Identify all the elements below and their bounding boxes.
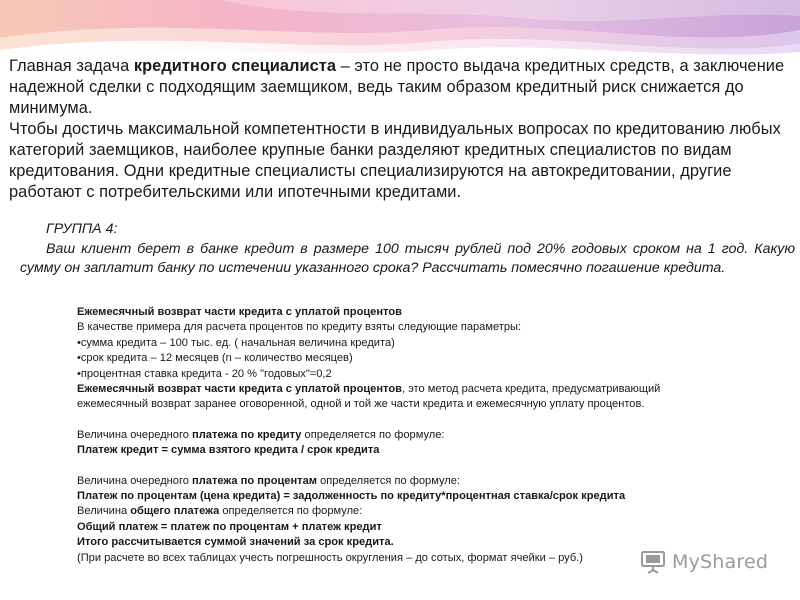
task-block: [20, 220, 795, 279]
myshared-logo: [640, 547, 768, 577]
intro-paragraph-2: Чтобы достичь максимальной компетентности в индивидуальных вопросах по кредитованию любых категорий заемщиков, наиболее крупные банки разделяют кредитных специалистов по видам кредитования. Одни кредитные специалисты специализируются на автокредитовании, другие работают с потребительскими или ипотечными кредитами.: [9, 120, 781, 201]
intro-p1-end: – это не просто выдача кредитных средств, а заключение надежной сделки с подходящим заемщиком, ведь таким образом кредитный риск снижается до минимума.: [9, 57, 785, 117]
rules-title-text: Ежемесячный возврат части кредита с уплатой процентов: [77, 306, 402, 318]
rules-param-rate: •процентная ставка кредита - 20 % "годовых"=0,2: [77, 367, 332, 380]
task-group-title: ГРУППА 4:: [46, 221, 118, 237]
rules-definition-bold: Ежемесячный возврат части кредита с уплатой процентов: [77, 383, 402, 396]
intro-p1-start: Главная задача: [9, 57, 134, 75]
rules-total-sum-text: Итого рассчитывается суммой значений за срок кредита.: [77, 536, 394, 549]
rules-interest-pre: Величина очередного: [77, 474, 193, 487]
rules-note: (При расчете во всех таблицах учесть погрешность округления – до сотых, формат ячейки – руб.): [77, 551, 583, 564]
rules-total-formula-text: Общий платеж = платеж по процентам + платеж кредит: [77, 520, 382, 533]
rules-param-term: •срок кредита – 12 месяцев (n – количество месяцев): [77, 352, 353, 365]
rules-credit-pre: Величина очередного: [77, 428, 193, 441]
rules-interest-post: определяется по формуле:: [316, 474, 460, 487]
intro-p1-bold: кредитного специалиста: [133, 57, 337, 75]
spacer: [77, 459, 757, 474]
intro-paragraph-1: [9, 56, 795, 119]
intro-text: [9, 56, 795, 203]
rules-param-amount: •сумма кредита – 100 тыс. ед. ( начальная величина кредита): [77, 336, 395, 349]
task-text: Ваш клиент берет в банке кредит в размере 100 тысяч рублей под 20% годовых сроком на 1 год. Какую сумму он заплатит банку по истечении указанного срока? Рассчитать помесячно погашение кредита.: [20, 240, 795, 276]
rules-credit-intro: [77, 428, 757, 443]
rules-credit-bold: платежа по кредиту: [192, 428, 302, 441]
rules-credit-post: определяется по формуле:: [301, 428, 445, 441]
rules-title: [77, 305, 757, 320]
rules-total-bold: общего платежа: [130, 505, 220, 518]
rules-definition: [77, 382, 757, 397]
calculation-rules: [77, 305, 757, 566]
rules-interest-formula: [77, 489, 757, 504]
logo-text: MyShared: [672, 551, 769, 573]
header-waves: [0, 0, 800, 62]
rules-credit-formula: [77, 443, 757, 458]
rules-total-formula: [77, 520, 757, 535]
decorative-header-banner: [0, 0, 800, 62]
rules-interest-intro: [77, 474, 757, 489]
rules-interest-formula-text: Платеж по процентам (цена кредита) = задолженность по кредиту*процентная ставка/срок кредита: [77, 490, 626, 503]
rules-example-intro: В качестве примера для расчета процентов по кредиту взяты следующие параметры:: [77, 321, 522, 334]
rules-definition-rest: , это метод расчета кредита, предусматривающий: [401, 383, 661, 396]
presentation-icon: [640, 549, 666, 575]
rules-interest-bold: платежа по процентам: [192, 474, 317, 487]
spacer: [77, 413, 757, 428]
rules-credit-formula-text: Платеж кредит = сумма взятого кредита / срок кредита: [77, 444, 380, 457]
rules-total-post: определяется по формуле:: [219, 505, 363, 518]
rules-total-intro: [77, 504, 757, 519]
rules-total-pre: Величина: [77, 505, 131, 518]
rules-definition-line2: ежемесячный возврат заранее оговоренной, одной и той же части кредита и ежемесячную уплату процентов.: [77, 398, 645, 411]
